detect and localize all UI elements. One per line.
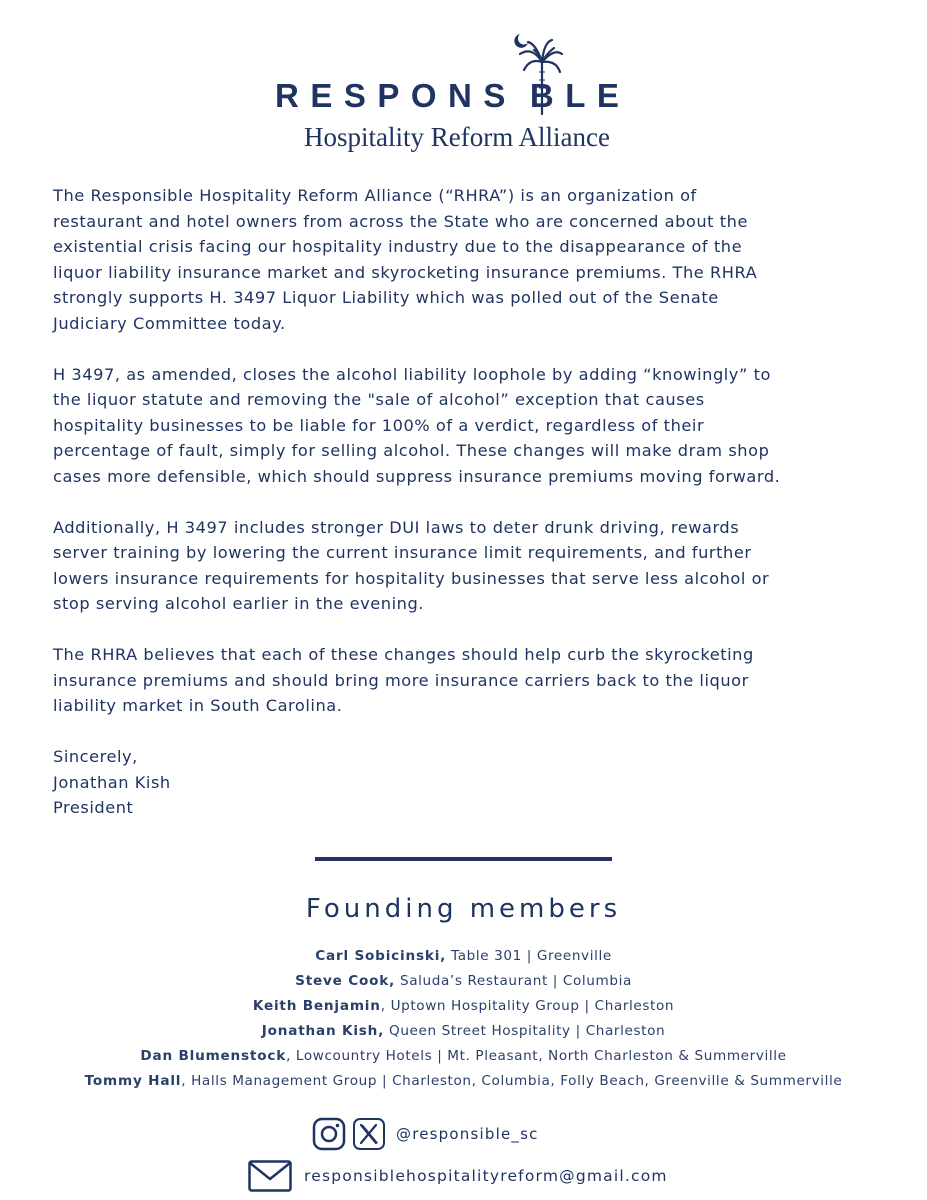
social-handle[interactable]: @responsible_sc [396, 1125, 539, 1143]
rhra-logo [0, 14, 927, 152]
member-name: Steve Cook, [295, 973, 396, 989]
founders-list [0, 944, 927, 1094]
list-item [0, 969, 927, 994]
divider [315, 857, 612, 861]
paragraph-conclusion: The RHRA believes that each of these changes should help curb the skyrocketing insurance premiums and should bring more insurance carriers back to the liquor liability market in South Carolina. [53, 645, 754, 715]
logo-subtitle: Hospitality Reform Alliance [304, 122, 610, 152]
founders-heading: Founding members [305, 894, 622, 924]
list-item [0, 994, 927, 1019]
member-detail: Table 301 | Greenville [446, 948, 612, 964]
letter-body [53, 183, 873, 821]
list-item [0, 944, 927, 969]
email-row [248, 1158, 668, 1194]
member-name: Dan Blumenstock [140, 1048, 287, 1064]
email-address[interactable]: responsiblehospitalityreform@gmail.com [304, 1167, 668, 1185]
list-item [0, 1044, 927, 1069]
signature-block: Sincerely, Jonathan Kish President [53, 747, 171, 817]
member-detail: Queen Street Hospitality | Charleston [384, 1023, 666, 1039]
paragraph-amendment: H 3497, as amended, closes the alcohol liability loophole by adding “knowingly” to the liquor statute and removing the "sale of alcohol” exception that causes hospitality businesses to be liable for 100% of a verdict, regardless of their percentage of fault, simply for selling alcohol. These changes will make dram shop cases more defensible, which should suppress insurance premiums moving forward. [53, 364, 781, 486]
member-name: Carl Sobicinski, [315, 948, 447, 964]
list-item [0, 1069, 927, 1094]
instagram-icon[interactable] [312, 1117, 346, 1151]
paragraph-additional: Additionally, H 3497 includes stronger DUI laws to deter drunk driving, rewards server training by lowering the current insurance limit requirements, and further lowers insurance requirements for hospitality businesses that serve less alcohol or stop serving alcohol earlier in the evening. [53, 517, 770, 613]
mail-icon [248, 1160, 292, 1192]
member-detail: , Uptown Hospitality Group | Charleston [380, 998, 675, 1014]
list-item [0, 1019, 927, 1044]
x-twitter-icon[interactable] [352, 1117, 386, 1151]
social-row [312, 1115, 539, 1153]
paragraph-intro: The Responsible Hospitality Reform Alliance (“RHRA”) is an organization of restaurant and hotel owners from across the State who are concerned about the existential crisis facing our hospitality industry due to the disappearance of the liquor liability insurance market and skyrocketing insurance premiums. The RHRA strongly supports H. 3497 Liquor Liability which was polled out of the Senate Judiciary Committee today. [53, 186, 758, 333]
member-detail: , Halls Management Group | Charleston, Columbia, Folly Beach, Greenville & Summerville [181, 1073, 843, 1089]
member-name: Jonathan Kish, [261, 1023, 385, 1039]
member-name: Tommy Hall [84, 1073, 182, 1089]
member-detail: , Lowcountry Hotels | Mt. Pleasant, North Charleston & Summerville [286, 1048, 787, 1064]
member-detail: Saluda’s Restaurant | Columbia [395, 973, 632, 989]
logo-wordmark: RESPONS BLE [275, 77, 631, 114]
member-name: Keith Benjamin [252, 998, 381, 1014]
